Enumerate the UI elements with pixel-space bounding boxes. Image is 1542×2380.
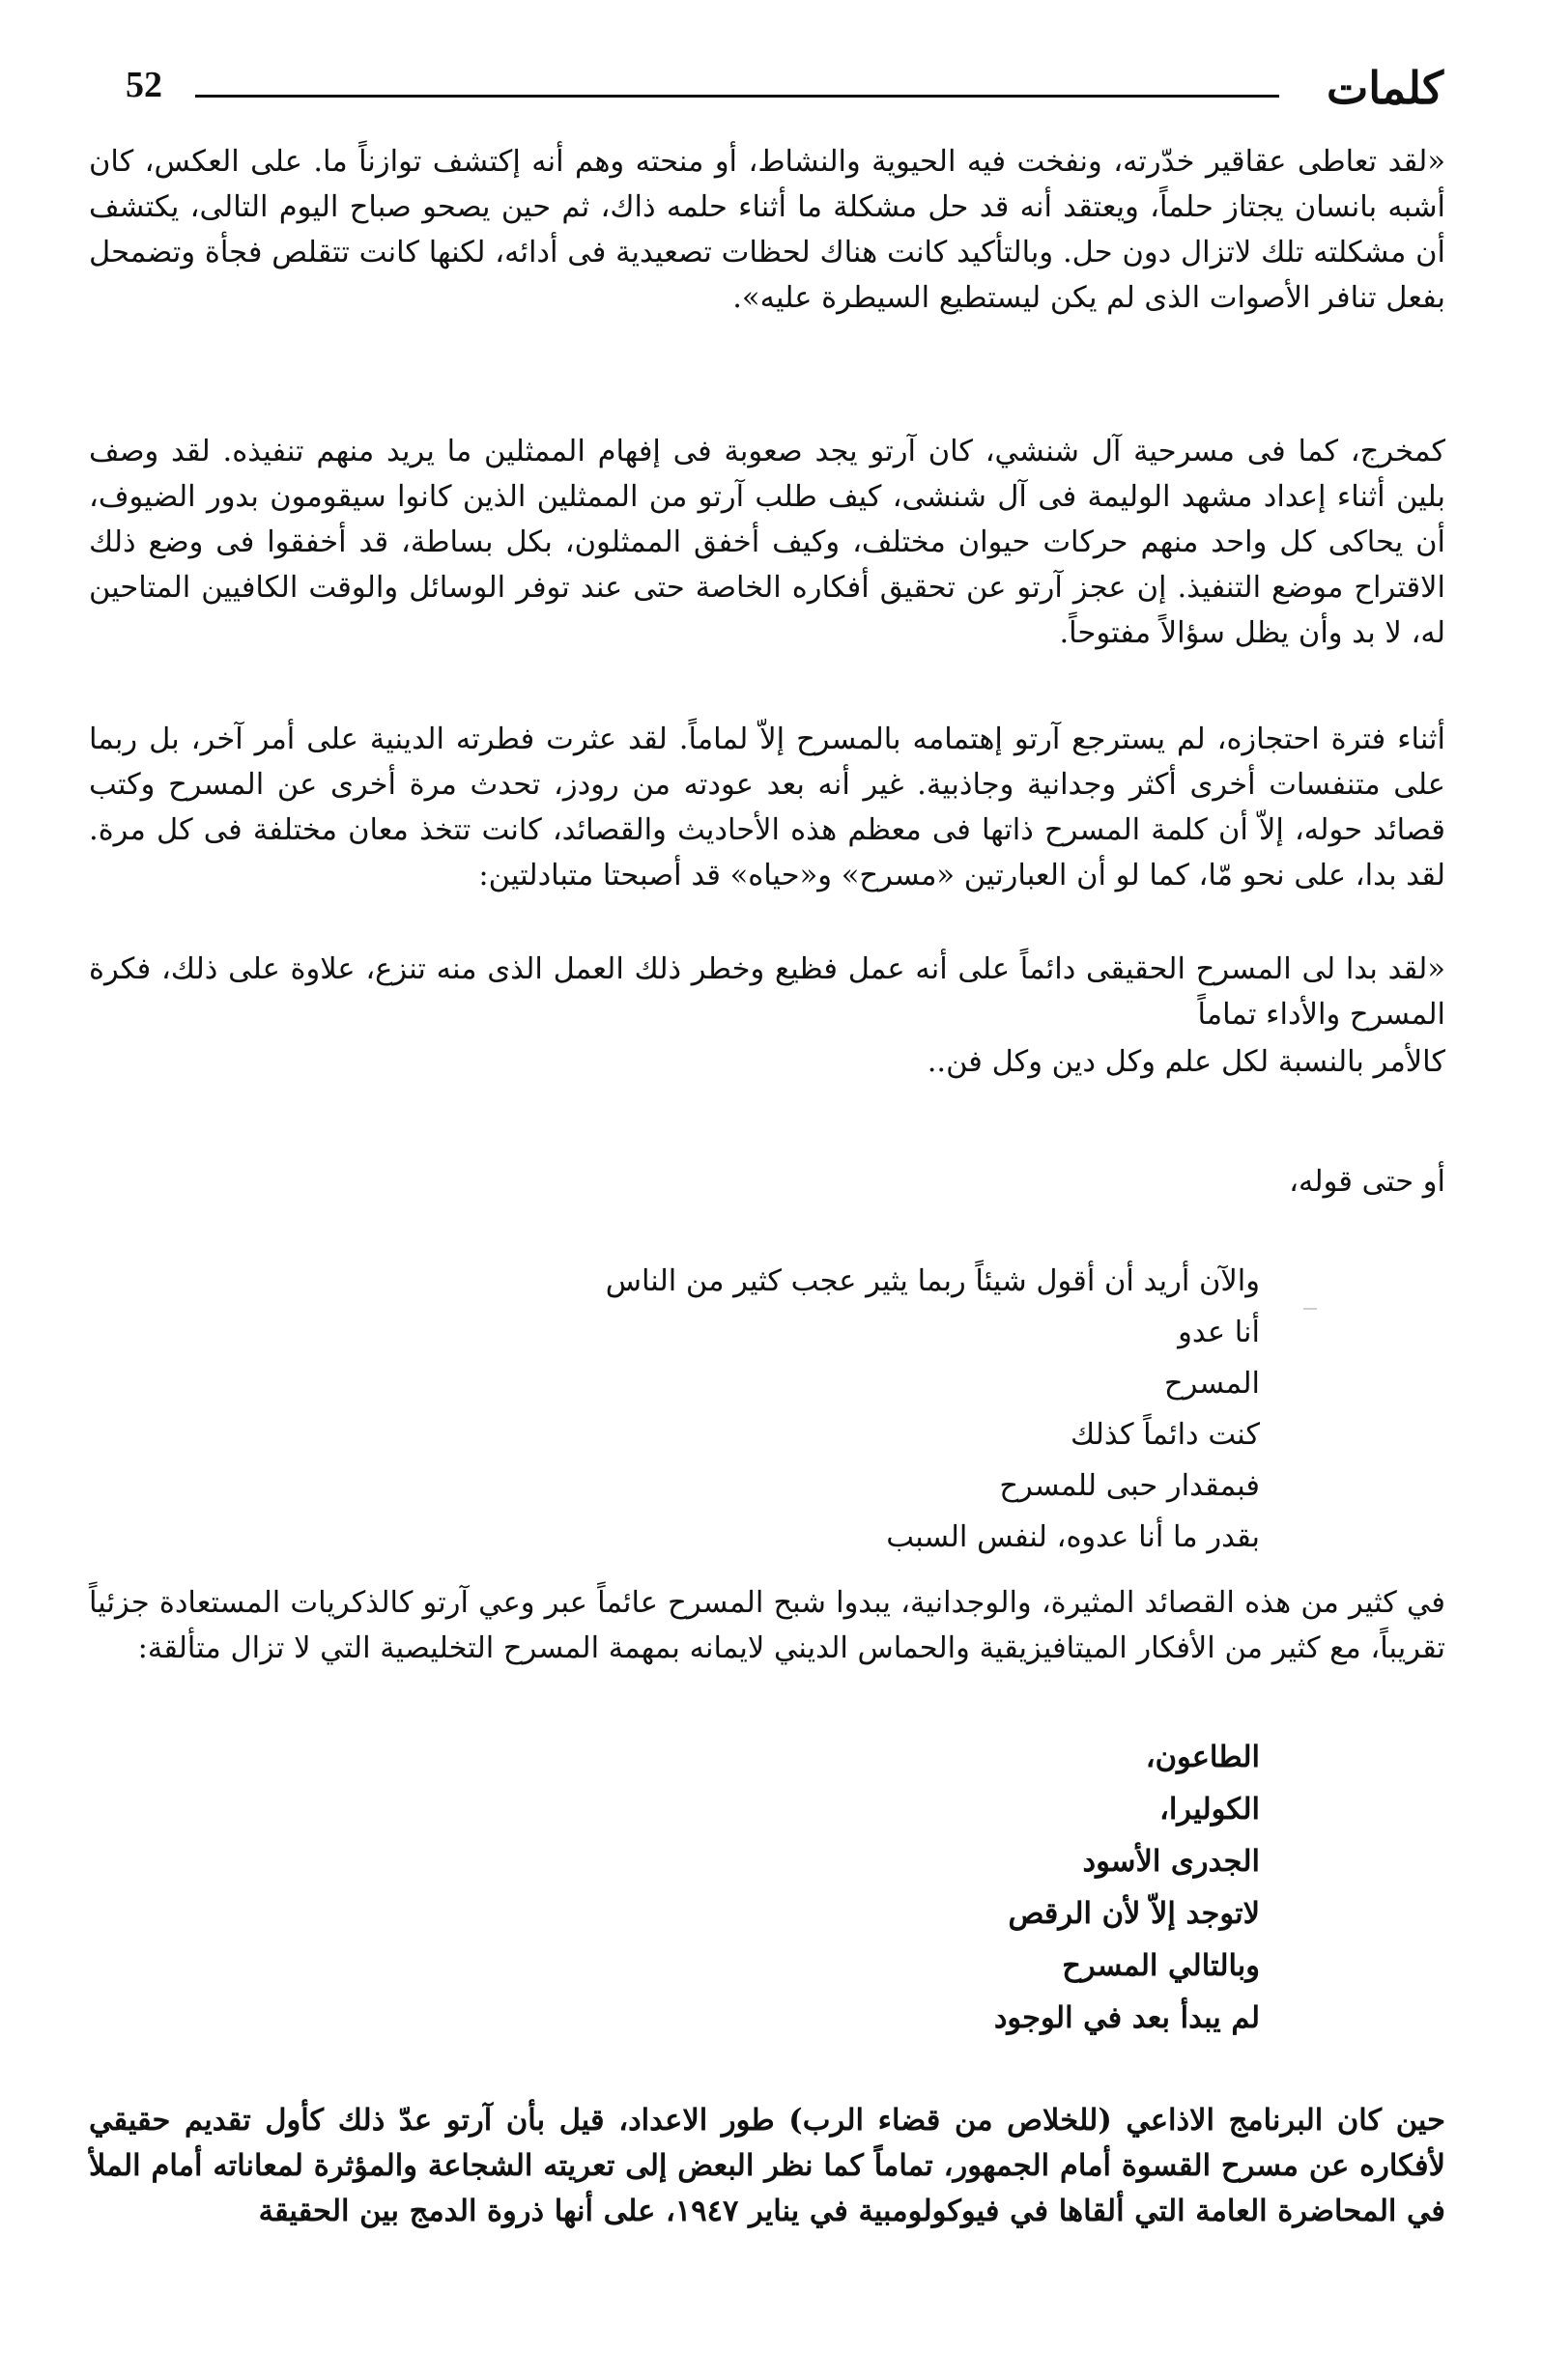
poem-1-line: كنت دائماً كذلك (1070, 1418, 1260, 1452)
poems-intro-paragraph-text: في كثير من هذه القصائد المثيرة، والوجدانية، يبدوا شبح المسرح عائماً عبر وعي آرتو كالذكريات المستعادة جزئياً تقريباً، مع كثير من الأفكار الميتافيزيقية والحماس الديني لايمانه بمهمة المسرح التخليصية التي لا تزال متألقة: (89, 1586, 1445, 1665)
or-even-line (89, 1159, 1445, 1204)
poem-2-line: لاتوجد إلاّ لأن الرقص (1008, 1896, 1260, 1931)
running-header (93, 60, 1443, 118)
poem-1-line: والآن أريد أن أقول شيئاً ربما يثير عجب كثير من الناس (605, 1264, 1260, 1298)
quote-paragraph-1 (89, 139, 1445, 321)
quote-paragraph-2 (89, 947, 1445, 1037)
quote-paragraph-2-end-text: كالأمر بالنسبة لكل علم وكل دين وكل فن.. (927, 1045, 1445, 1079)
poem-1-line: المسرح (1163, 1367, 1260, 1401)
director-paragraph-text: كمخرج، كما فى مسرحية آل شنشي، كان آرتو يجد صعوبة فى إفهام الممثلين ما يريد منهم تنفيذه. لقد وصف بلين أثناء إعداد مشهد الوليمة فى آل شنشى، كيف طلب آرتو من الممثلين الذين كانوا سيقومون بدور الضيوف، أن يحاكى كل واحد منهم حركات حيوان مختلف، وكيف أخفق الممثلون، بكل بساطة، قد أخفقوا فى وضع ذلك الاقتراح موضع التنفيذ. إن عجز آرتو عن تحقيق أفكاره الخاصة حتى عند توفر الوسائل والوقت الكافيين المتاحين له، لا بد وأن يظل سؤالاً مفتوحاً. (89, 435, 1445, 650)
poem-1 (390, 1256, 1260, 1563)
running-title: كلمات (1326, 62, 1443, 114)
quote-paragraph-2-text: «لقد بدا لى المسرح الحقيقى دائماً على أنه عمل فظيع وخطر ذلك العمل الذى منه تنزع، علاوة على ذلك، فكرة المسرح والأداء تماماً (89, 952, 1445, 1032)
poem-1-line: فبمقدار حبى للمسرح (999, 1469, 1260, 1503)
poem-2-line: الطاعون، (1145, 1740, 1260, 1774)
poem-2-line: وبالتالي المسرح (1062, 1948, 1260, 1983)
poem-2 (584, 1731, 1260, 2044)
poem-1-line: بقدر ما أنا عدوه، لنفس السبب (886, 1520, 1260, 1554)
poems-intro-paragraph (89, 1580, 1445, 1671)
margin-mark (1303, 1308, 1317, 1310)
or-even-text: أو حتى قوله، (1289, 1165, 1445, 1199)
director-paragraph (89, 429, 1445, 656)
quote-paragraph-1-text: «لقد تعاطى عقاقير خدّرته، ونفخت فيه الحيوية والنشاط، أو منحته وهم أنه إكتشف توازناً ما. على العكس، كان أشبه بانسان يجتاز حلماً، ويعتقد أنه قد حل مشكلة ما أثناء حلمه ذاك، ثم حين يصحو صباح اليوم التالى، يكتشف أن مشكلته تلك لاتزال دون حل. وبالتأكيد كانت هناك لحظات تصعيدية فى أدائه، لكنها كانت تتقلص فجأة وتضمحل بفعل تنافر الأصوات الذى لم يكن ليستطيع السيطرة عليه». (89, 145, 1445, 315)
detention-paragraph-text: أثناء فترة احتجازه، لم يسترجع آرتو إهتمامه بالمسرح إلاّ لماماً. لقد عثرت فطرته الدينية على أمر آخر، بل ربما على متنفسات أخرى أكثر وجدانية وجاذبية. غير أنه بعد عودته من رودز، تحدث مرة أخرى عن المسرح وكتب قصائد حوله، إلاّ أن كلمة المسرح ذاتها فى معظم هذه الأحاديث والقصائد، كانت تتخذ معان مختلفة فى كل مرة. لقد بدا، على نحو مّا، كما لو أن العبارتين «مسرح» و«حياه» قد أصبحتا متبادلتين: (89, 722, 1445, 892)
final-paragraph-text: حين كان البرنامج الاذاعي (للخلاص من قضاء الرب) طور الاعداد، قيل بأن آرتو عدّ ذلك كأول تقديم حقيقي لأفكاره عن مسرح القسوة أمام الجمهور، تماماً كما نظر البعض إلى تعريته الشجاعة والمؤثرة لمعاناته أمام الملأ في المحاضرة العامة التي ألقاها في فيوكولومبية في يناير ١٩٤٧، على أنها ذروة الدمج بين الحقيقة (89, 2103, 1445, 2228)
page-number: 52 (126, 65, 162, 105)
poem-2-line: لم يبدأ بعد في الوجود (993, 2000, 1260, 2035)
poem-2-line: الكوليرا، (1158, 1792, 1260, 1827)
detention-paragraph (89, 717, 1445, 898)
poem-1-line: أنا عدو (1178, 1316, 1260, 1349)
header-rule (195, 95, 1279, 98)
quote-paragraph-2-end (89, 1039, 1445, 1085)
final-paragraph (89, 2098, 1445, 2234)
poem-2-line: الجدرى الأسود (1082, 1844, 1260, 1879)
